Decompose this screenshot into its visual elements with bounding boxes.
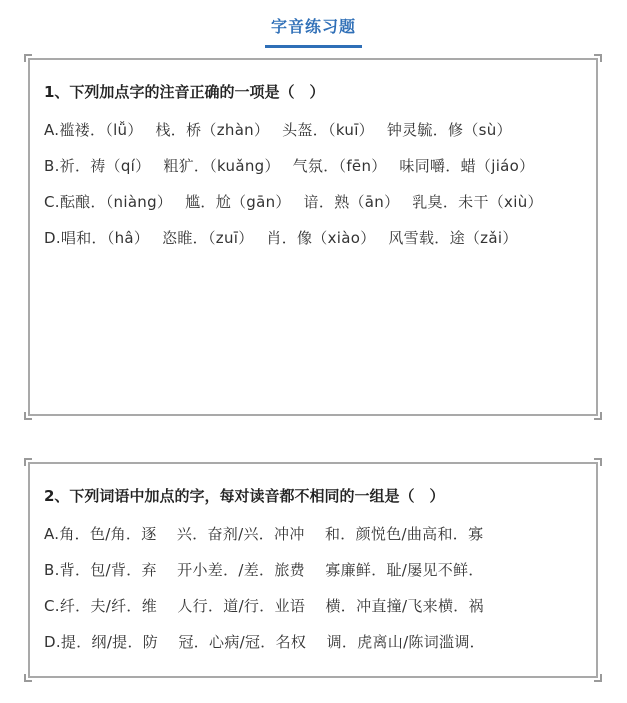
option-d: D.唱和．（hâ） 恣睢．（zuī） 肖．像（xiào） 风雪载．途（zǎi） xyxy=(44,229,518,247)
option-c: C.纤．夫/纤．维 人行．道/行．业语 横．冲直撞/飞来横．祸 xyxy=(44,597,484,615)
option-a: A.褴褛．（lǚ） 栈．桥（zhàn） 头盔．（kuī） 钟灵毓．修（sù） xyxy=(44,121,512,139)
option-b: B.背．包/背．弃 开小差．/差．旅费 寡廉鲜．耻/屡见不鲜． xyxy=(44,561,484,579)
title-area xyxy=(0,14,627,48)
option-c: C.酝酿．（niàng） 尴．尬（gān） 谙．熟（ān） 乳臭．未干（xiù） xyxy=(44,193,543,211)
corner-bracket xyxy=(594,458,602,466)
question-prompt: 2、下列词语中加点的字，每对读音都不相同的一组是（ ） xyxy=(44,487,445,505)
option-d: D.提．纲/提．防 冠．心病/冠．名权 调．虎离山/陈词滥调． xyxy=(44,633,485,651)
question-card-2 xyxy=(28,462,598,678)
corner-bracket xyxy=(24,412,32,420)
option-a: A.角．色/角．逐 兴．奋剂/兴．冲冲 和．颜悦色/曲高和．寡 xyxy=(44,525,484,543)
option-b: B.祈．祷（qí） 粗犷．（kuǎng） 气氛．（fēn） 味同嚼．蜡（jiáo） xyxy=(44,157,535,175)
question-card-1 xyxy=(28,58,598,416)
page-title: 字音练习题 xyxy=(265,14,362,48)
corner-bracket xyxy=(594,412,602,420)
corner-bracket xyxy=(594,54,602,62)
question-prompt: 1、下列加点字的注音正确的一项是（ ） xyxy=(44,83,325,101)
corner-bracket xyxy=(24,54,32,62)
corner-bracket xyxy=(24,458,32,466)
corner-bracket xyxy=(24,674,32,682)
corner-bracket xyxy=(594,674,602,682)
